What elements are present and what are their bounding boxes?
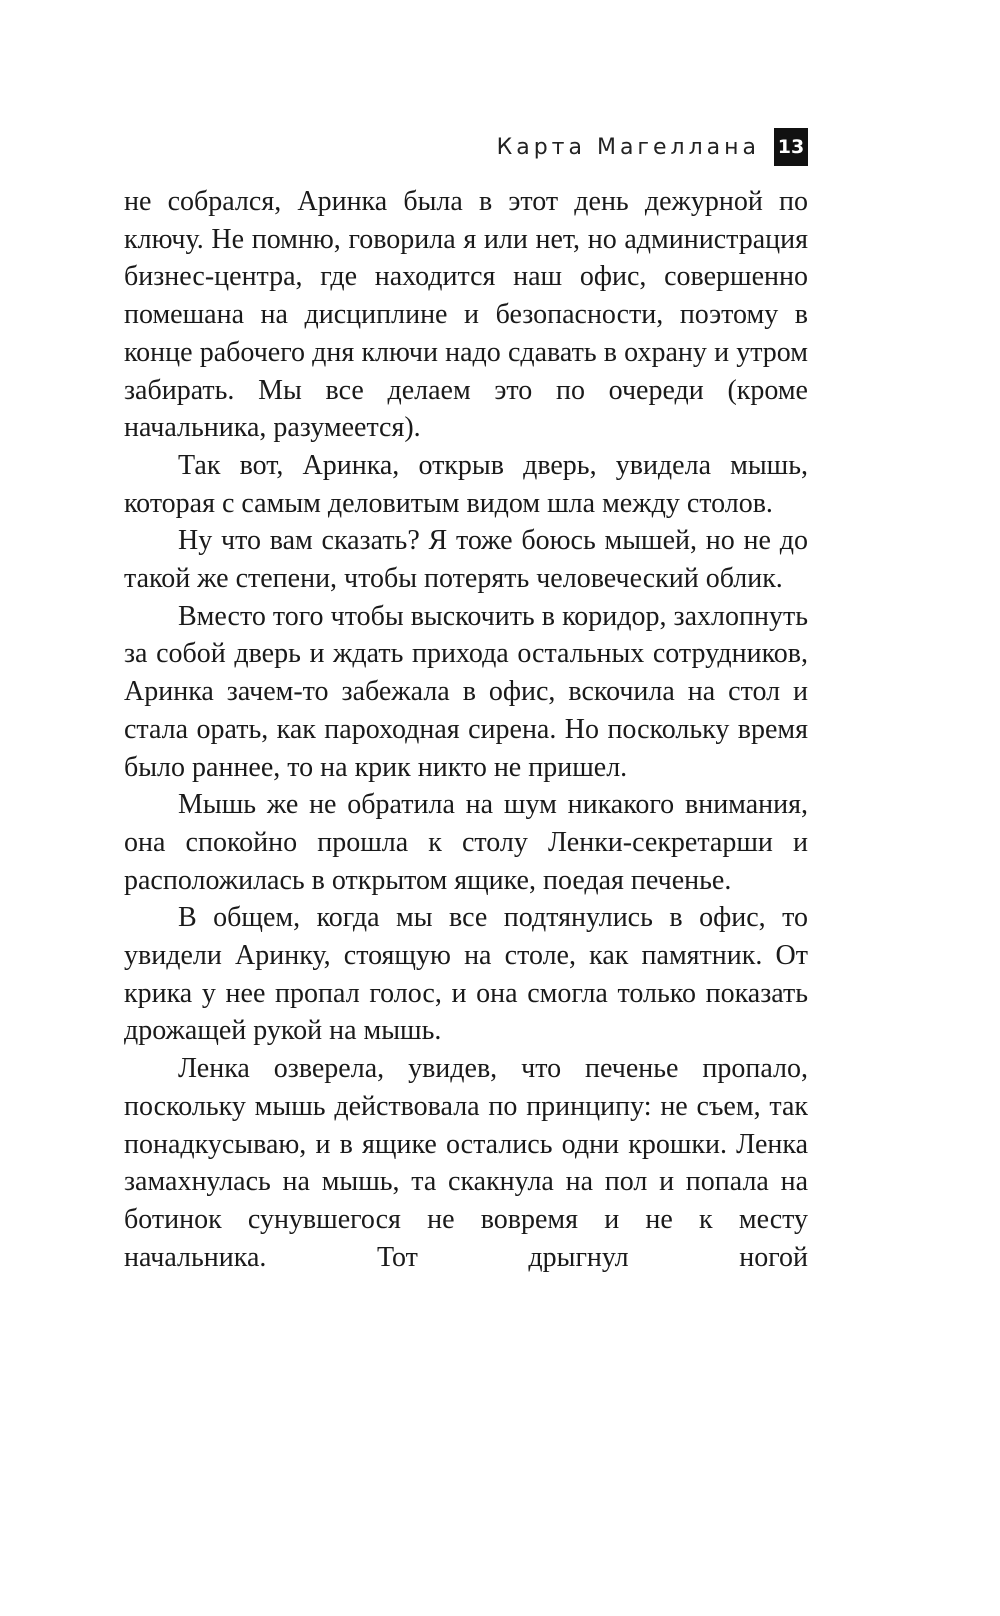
paragraph: В общем, когда мы все подтянулись в офис, то увидели Аринку, стоящую на столе, как памятник. От крика у нее пропал голос, и она смогла только показать дрожащей рукой на мышь. <box>124 902 808 1047</box>
paragraph: Мышь же не обратила на шум никакого внимания, она спокойно прошла к столу Ленки-секретарши и расположилась в открытом ящике, поедая печенье. <box>124 789 808 896</box>
body-text <box>124 183 808 1276</box>
running-head <box>497 128 808 166</box>
paragraph: Так вот, Аринка, открыв дверь, увидела мышь, которая с самым деловитым видом шла между столов. <box>124 449 808 519</box>
page-number: 13 <box>774 128 808 166</box>
paragraph: Ну что вам сказать? Я тоже боюсь мышей, но не до такой же степени, чтобы потерять человеческий облик. <box>124 525 808 595</box>
paragraph: Вместо того чтобы выскочить в коридор, захлопнуть за собой дверь и ждать прихода остальных сотрудников, Аринка зачем-то забежала в офис, вскочила на стол и стала орать, как пароходная сирена. Но поскольку время было раннее, то на крик никто не пришел. <box>124 600 808 783</box>
paragraph-continued: не собрался, Аринка была в этот день дежурной по ключу. Не помню, говорила я или нет, но администрация бизнес-центра, где находится наш офис, совершенно помешана на дисциплине и безопасности, поэтому в конце рабочего дня ключи надо сдавать в охрану и утром забирать. Мы все делаем это по очереди (кроме начальника, разумеется). <box>124 186 808 444</box>
running-title: Карта Магеллана <box>496 134 760 160</box>
paragraph-continues-next-page: Ленка озверела, увидев, что печенье пропало, поскольку мышь действовала по принципу: не съем, так понадкусываю, и в ящике остались одни крошки. Ленка замахнулась на мышь, та скакнула на пол и попала на ботинок сунувшегося не вовремя и не к месту начальника. Тот дрыгнул ногой <box>124 1053 808 1273</box>
